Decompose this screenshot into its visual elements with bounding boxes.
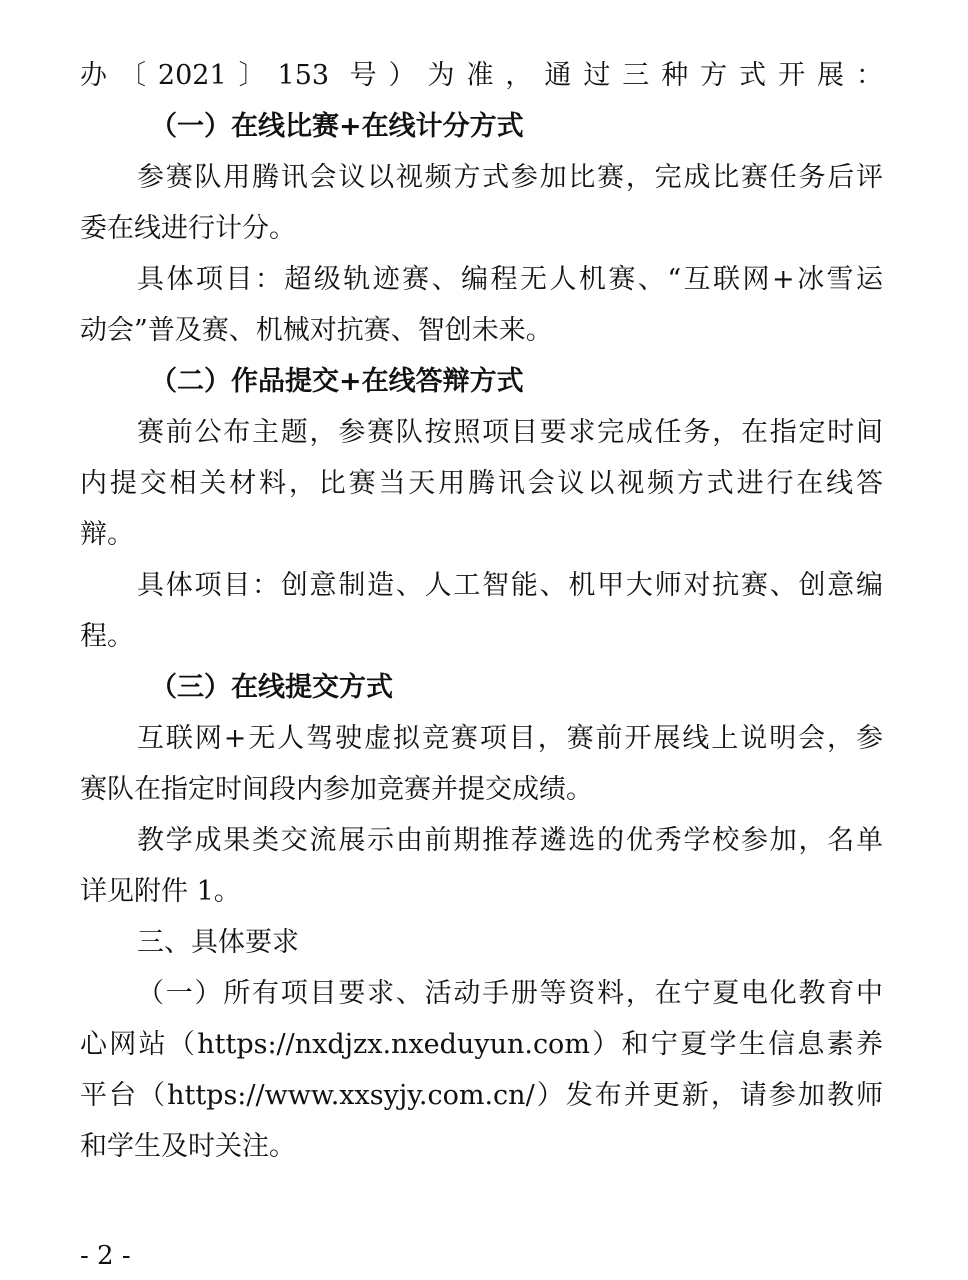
paragraph-line: 详见附件 1。 bbox=[80, 876, 241, 907]
paragraph-line: 赛队在指定时间段内参加竞赛并提交成绩。 bbox=[80, 774, 593, 805]
paragraph-line: 互联网+无人驾驶虚拟竞赛项目，赛前开展线上说明会，参 bbox=[137, 723, 883, 754]
paragraph-line: 平台（https://www.xxsyjy.com.cn/）发布并更新，请参加教师 bbox=[80, 1080, 883, 1111]
paragraph-line: 委在线进行计分。 bbox=[80, 213, 296, 244]
paragraph-line: （一）所有项目要求、活动手册等资料，在宁夏电化教育中 bbox=[137, 978, 883, 1009]
paragraph-line: 心网站（https://nxdjzx.nxeduyun.com）和宁夏学生信息素养 bbox=[80, 1029, 883, 1060]
paragraph-line: 动会”普及赛、机械对抗赛、智创未来。 bbox=[80, 315, 553, 346]
paragraph-line: 程。 bbox=[80, 621, 134, 652]
paragraph-line: 教学成果类交流展示由前期推荐遴选的优秀学校参加，名单 bbox=[137, 825, 883, 856]
section-heading-1: （一）在线比赛+在线计分方式 bbox=[150, 111, 524, 142]
section-heading-2: （二）作品提交+在线答辩方式 bbox=[150, 366, 524, 397]
page-number: - 2 - bbox=[80, 1241, 131, 1271]
paragraph-line: 赛前公布主题，参赛队按照项目要求完成任务，在指定时间 bbox=[137, 417, 883, 448]
paragraph-line: 办〔2021〕153 号）为准，通过三种方式开展： bbox=[80, 60, 883, 91]
chapter-heading: 三、具体要求 bbox=[137, 927, 299, 958]
paragraph-line: 内提交相关材料，比赛当天用腾讯会议以视频方式进行在线答 bbox=[80, 468, 883, 499]
paragraph-line: 具体项目：超级轨迹赛、编程无人机赛、“互联网+冰雪运 bbox=[137, 264, 883, 295]
paragraph-line: 和学生及时关注。 bbox=[80, 1131, 296, 1162]
paragraph-line: 辩。 bbox=[80, 519, 134, 550]
paragraph-line: 参赛队用腾讯会议以视频方式参加比赛，完成比赛任务后评 bbox=[137, 162, 883, 193]
paragraph-line: 具体项目：创意制造、人工智能、机甲大师对抗赛、创意编 bbox=[137, 570, 883, 601]
section-heading-3: （三）在线提交方式 bbox=[150, 672, 393, 703]
